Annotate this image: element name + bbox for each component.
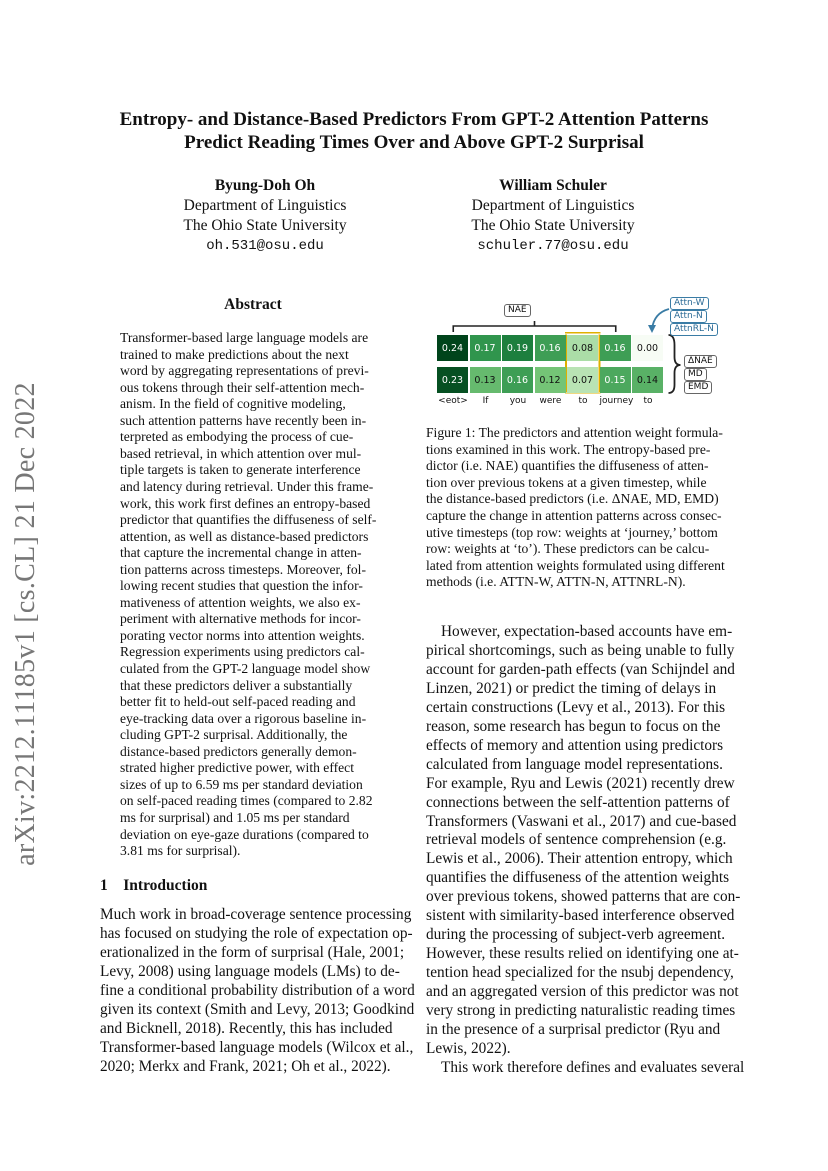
abstract-line: trained to make predictions about the next — [120, 346, 349, 362]
abstract-line: on self-paced reading times (compared to 2.82 — [120, 793, 373, 809]
abstract-line: that these predictors deliver a substantially — [120, 677, 353, 693]
author-block-1 — [165, 176, 365, 256]
abstract-line: cluding GPT-2 surprisal. Additionally, the — [120, 727, 348, 743]
figure-cell: 0.15 — [600, 367, 631, 393]
delta-nae-label: ΔNAE — [684, 355, 717, 368]
abstract-line: porating vector norms into attention weights. — [120, 627, 365, 643]
author-university: The Ohio State University — [183, 217, 347, 234]
column2-line: However, these results relied on identifying one at- — [426, 945, 739, 963]
paper-title — [60, 108, 768, 154]
column2-line: Transformers (Vaswani et al., 2017) and cue-based — [426, 812, 737, 830]
author-name: Byung-Doh Oh — [214, 177, 316, 194]
intro-line: erationalized in the form of surprisal (Hale, 2001; — [100, 943, 405, 961]
abstract-line: eye-tracking data over a rigorous baseline in- — [120, 710, 367, 726]
figure-cell: 0.07 — [567, 367, 598, 393]
abstract-line: work, this work first defines an entropy-based — [120, 495, 371, 511]
column2-line: For example, Ryu and Lewis (2021) recently drew — [426, 774, 735, 792]
abstract-line: sizes of up to 6.59 ms per standard deviation — [120, 776, 363, 792]
figure-cell: 0.23 — [437, 367, 468, 393]
column2-line: certain constructions (Levy et al., 2013). For this — [426, 698, 726, 716]
attn-w-label: Attn-W — [670, 297, 709, 310]
section-number: 1 — [100, 877, 108, 894]
figure-cell: 0.12 — [535, 367, 566, 393]
figure-cell: 0.14 — [632, 367, 663, 393]
figure-cell: 0.24 — [437, 335, 468, 361]
token-label: to — [578, 396, 588, 406]
abstract-line: ms for surprisal) and 1.05 ms per standard — [120, 809, 350, 825]
column2-line: and an aggregated version of this predictor was not — [426, 983, 739, 1001]
token-label: were — [539, 396, 562, 406]
column2-line: during the processing of subject-verb agreement. — [426, 926, 726, 944]
abstract-line: distance-based predictors generally demon- — [120, 743, 357, 759]
abstract-line: such attention patterns have recently been in- — [120, 412, 367, 428]
column2-line: pirical shortcomings, such as being unable to fully — [426, 641, 735, 659]
title-line-2: Predict Reading Times Over and Above GPT-2 Surprisal — [184, 132, 644, 153]
caption-line: capture the change in attention patterns across consec- — [426, 508, 722, 523]
intro-line: Transformer-based language models (Wilcox et al., — [100, 1038, 414, 1056]
column2-line: tention head specialized for the nsubj dependency, — [426, 964, 734, 982]
intro-line: Much work in broad-coverage sentence processing — [100, 906, 412, 923]
column2-line: Lewis et al., 2006). Their attention entropy, which — [426, 850, 733, 868]
distance-brace — [669, 335, 681, 393]
author-block-2 — [438, 176, 668, 256]
author-department: Department of Linguistics — [471, 197, 635, 214]
column2-line: Lewis, 2022). — [426, 1039, 511, 1057]
figure-cell: 0.00 — [632, 335, 663, 361]
column2-line: over previous tokens, showed patterns that are con- — [426, 888, 741, 906]
author-name: William Schuler — [499, 177, 607, 194]
abstract-line: anism. In the field of cognitive modeling, — [120, 396, 346, 412]
section-title: Introduction — [123, 877, 208, 894]
abstract-line: periment with alternative methods for incor- — [120, 611, 361, 627]
column2-line: reason, some research has begun to focus on the — [426, 717, 721, 735]
nae-label: NAE — [504, 304, 531, 317]
column2-line: However, expectation-based accounts have em- — [441, 623, 733, 640]
column2-line: Linzen, 2021) or predict the timing of delays in — [426, 679, 717, 697]
column2-line: calculated from language model representations. — [426, 755, 723, 773]
figure-1 — [432, 295, 732, 415]
figure-cell: 0.16 — [600, 335, 631, 361]
abstract-line: based retrieval, in which attention over mul- — [120, 445, 362, 461]
column2-line: quantifies the diffuseness of the attention weights — [426, 869, 730, 887]
author-department: Department of Linguistics — [183, 197, 347, 214]
intro-line: 2020; Merkx and Frank, 2021; Oh et al., 2022). — [100, 1057, 391, 1075]
abstract-line: deviation on eye-gaze durations (compared to — [120, 826, 369, 842]
token-label: to — [643, 396, 653, 406]
caption-line: Figure 1: The predictors and attention weight formula- — [426, 425, 723, 440]
figure-cell: 0.16 — [535, 335, 566, 361]
abstract-line: word by aggregating representations of previ- — [120, 363, 369, 379]
caption-line: methods (i.e. ATTN-W, ATTN-N, ATTNRL-N). — [426, 574, 686, 590]
abstract-line: strated higher predictive power, with effect — [120, 760, 354, 776]
abstract-line: better fit to held-out self-paced reading and — [120, 694, 356, 710]
intro-line: fine a conditional probability distribution of a word — [100, 981, 415, 999]
author-university: The Ohio State University — [471, 217, 635, 234]
token-label: <eot> — [438, 396, 468, 406]
column2-line: effects of memory and attention using predictors — [426, 736, 724, 754]
abstract-line: terpreted as embodying the process of cue- — [120, 429, 354, 445]
nae-bracket — [453, 326, 616, 332]
column2-line: connections between the self-attention patterns of — [426, 793, 730, 811]
abstract-line: predictor that quantifies the diffuseness of self- — [120, 512, 377, 528]
section-heading — [100, 877, 207, 895]
abstract-line: 3.81 ms for surprisal). — [120, 843, 241, 859]
abstract-line: attention, as well as distance-based predictors — [120, 528, 369, 544]
abstract-line: Regression experiments using predictors cal- — [120, 644, 365, 660]
attnrl-n-label: AttnRL-N — [670, 323, 718, 336]
column2-line: in the presence of a surprisal predictor (Ryu and — [426, 1020, 721, 1038]
caption-line: the distance-based predictors (i.e. ΔNAE, MD, EMD) — [426, 491, 719, 507]
caption-line: utive timesteps (top row: weights at ‘journey,’ bottom — [426, 524, 718, 540]
intro-line: Levy, 2008) using language models (LMs) to de- — [100, 962, 400, 980]
abstract-heading: Abstract — [224, 296, 282, 313]
column2-line: very strong in predicting naturalistic reading times — [426, 1002, 736, 1019]
figure-cell: 0.17 — [470, 335, 501, 361]
emd-label: EMD — [684, 381, 712, 394]
token-label: you — [509, 396, 527, 406]
caption-line: tion over previous tokens at a given timestep, while — [426, 474, 707, 490]
title-line-1: Entropy- and Distance-Based Predictors From GPT-2 Attention Patterns — [119, 109, 709, 130]
figure-cell: 0.19 — [502, 335, 533, 361]
abstract-line: that capture the incremental change in atten- — [120, 545, 362, 561]
token-label: journey — [599, 396, 634, 406]
attn-n-label: Attn-N — [670, 310, 707, 323]
token-label: If — [482, 396, 489, 406]
abstract-line: lowing recent studies that question the infor- — [120, 578, 363, 594]
column2-line: retrieval models of sentence comprehension (e.g. — [426, 831, 727, 849]
caption-line: lated from attention weights formulated using different — [426, 557, 725, 573]
abstract-line: Transformer-based large language models are — [120, 330, 369, 345]
column2-line: sistent with similarity-based interference observed — [426, 907, 735, 925]
intro-line: has focused on studying the role of expectation op- — [100, 924, 413, 942]
md-label: MD — [684, 368, 707, 381]
column2-line: This work therefore defines and evaluates several — [441, 1058, 745, 1076]
figure-cell: 0.13 — [470, 367, 501, 393]
caption-line: row: weights at ‘to’). These predictors can be calcu- — [426, 541, 710, 557]
abstract-line: tion patterns across timesteps. Moreover, fol- — [120, 561, 366, 577]
arxiv-stamp — [4, 372, 48, 877]
caption-line: dictor (i.e. NAE) quantifies the diffuseness of atten- — [426, 458, 709, 474]
abstract-line: mativeness of attention weights, we also ex- — [120, 594, 361, 610]
abstract-line: tiple targets is taken to generate interference — [120, 462, 361, 478]
abstract-line: and latency during retrieval. Under this frame- — [120, 478, 374, 494]
arxiv-stamp-text: arXiv:2212.11185v1 [cs.CL] 21 Dec 2022 — [10, 382, 41, 866]
abstract-line: ous tokens through their self-attention mech- — [120, 379, 365, 395]
author-email: schuler.77@osu.edu — [477, 238, 629, 254]
caption-line: tions examined in this work. The entropy-based pre- — [426, 441, 711, 457]
column2-line: account for garden-path effects (van Schijndel and — [426, 660, 735, 678]
author-email: oh.531@osu.edu — [206, 238, 324, 254]
figure-cell: 0.08 — [567, 335, 598, 361]
attn-arrow-head — [648, 325, 656, 333]
abstract-line: culated from the GPT-2 language model show — [120, 661, 371, 676]
intro-line: and Bicknell, 2018). Recently, this has included — [100, 1019, 393, 1037]
intro-line: given its context (Smith and Levy, 2013; Goodkind — [100, 1000, 415, 1018]
figure-cell: 0.16 — [502, 367, 533, 393]
